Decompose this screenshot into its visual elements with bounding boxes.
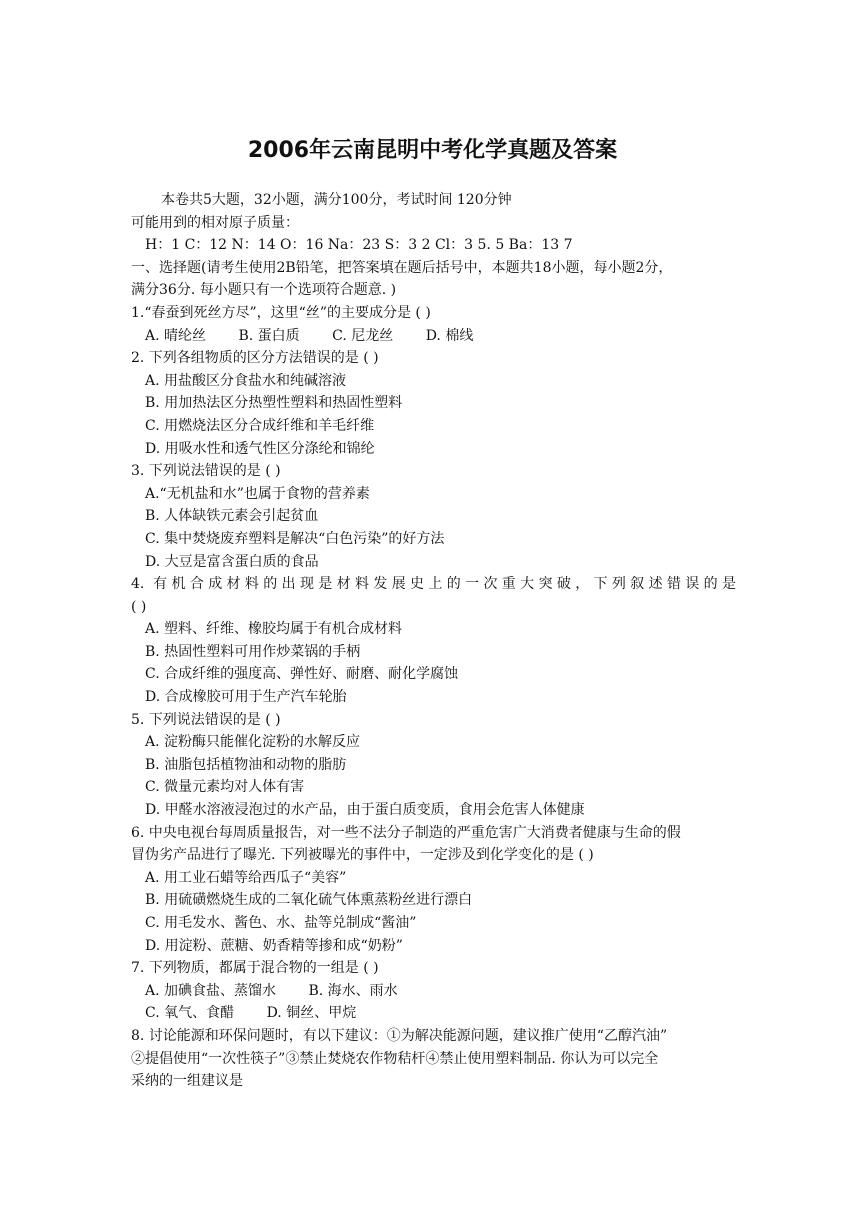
question-3-option-d: D. 大豆是富含蛋白质的食品 bbox=[145, 553, 319, 570]
question-6-stem-line-2: 冒伪劣产品进行了曝光. 下列被曝光的事件中，一定涉及到化学变化的是 ( ) bbox=[131, 847, 594, 864]
question-8-stem-line-1: 8. 讨论能源和环保问题时，有以下建议：①为解决能源问题，建议推广使用“乙醇汽油” bbox=[131, 1027, 668, 1044]
question-1-option-a: A. 晴纶丝 bbox=[145, 327, 207, 344]
question-4-stem-line-1: 4. 有机合成材料的出现是材料发展史上的一次重大突破，下列叙述错误的是 bbox=[131, 576, 736, 593]
question-2-option-d: D. 用吸水性和透气性区分涤纶和锦纶 bbox=[145, 440, 375, 457]
question-7-options-row-2 bbox=[131, 1002, 736, 1025]
question-3-stem: 3. 下列说法错误的是 ( ) bbox=[131, 463, 281, 480]
question-4-option-a: A. 塑料、纤维、橡胶均属于有机合成材料 bbox=[145, 621, 403, 638]
exam-intro: 本卷共5大题，32小题，满分100分，考试时间 120分钟 bbox=[161, 192, 512, 208]
question-8-stem-line-3: 采纳的一组建议是 bbox=[131, 1073, 243, 1090]
question-3-option-a: A.“无机盐和水”也属于食物的营养素 bbox=[145, 485, 370, 502]
question-7-options-row-1 bbox=[131, 980, 736, 1003]
document-body bbox=[131, 189, 736, 1093]
question-7-option-a: A. 加碘食盐、蒸馏水 bbox=[145, 982, 277, 999]
question-5-option-d: D. 甲醛水溶液浸泡过的水产品，由于蛋白质变质，食用会危害人体健康 bbox=[145, 802, 585, 819]
atomic-mass-values: H：1 C：12 N：14 O：16 Na：23 S：3 2 Cl：3 5. 5 Ba：13 7 bbox=[145, 237, 573, 254]
atomic-mass-label: 可能用到的相对原子质量： bbox=[131, 214, 299, 231]
question-7-stem: 7. 下列物质，都属于混合物的一组是 ( ) bbox=[131, 960, 379, 977]
question-4-option-c: C. 合成纤维的强度高、弹性好、耐磨、耐化学腐蚀 bbox=[145, 666, 459, 683]
question-2-option-a: A. 用盐酸区分食盐水和纯碱溶液 bbox=[145, 372, 347, 389]
question-6-option-d: D. 用淀粉、蔗糖、奶香精等掺和成“奶粉” bbox=[145, 937, 403, 954]
question-6-option-c: C. 用毛发水、酱色、水、盐等兑制成“酱油” bbox=[145, 915, 417, 931]
question-1-option-c: C. 尼龙丝 bbox=[332, 327, 394, 344]
question-2-option-b: B. 用加热法区分热塑性塑料和热固性塑料 bbox=[145, 395, 403, 412]
question-3-option-b: B. 人体缺铁元素会引起贫血 bbox=[145, 508, 319, 525]
question-2-stem: 2. 下列各组物质的区分方法错误的是 ( ) bbox=[131, 350, 379, 367]
question-6-option-a: A. 用工业石蜡等给西瓜子“美容” bbox=[145, 869, 347, 886]
question-7-option-d: D. 铜丝、甲烷 bbox=[266, 1005, 357, 1022]
question-5-stem: 5. 下列说法错误的是 ( ) bbox=[131, 711, 281, 728]
question-8-stem-line-2: ②提倡使用“一次性筷子”③禁止焚烧农作物秸杆④禁止使用塑料制品. 你认为可以完全 bbox=[131, 1050, 659, 1067]
question-1-option-b: B. 蛋白质 bbox=[238, 327, 300, 344]
question-4-option-d: D. 合成橡胶可用于生产汽车轮胎 bbox=[145, 689, 347, 706]
question-4-option-b: B. 热固性塑料可用作炒菜锅的手柄 bbox=[145, 643, 361, 660]
question-4-stem-line-2: ( ) bbox=[131, 598, 147, 615]
question-1-options bbox=[131, 325, 736, 348]
section-heading-line-1: 一、选择题(请考生使用2B铅笔，把答案填在题后括号中，本题共18小题，每小题2分， bbox=[131, 259, 673, 276]
document-title: 2006年云南昆明中考化学真题及答案 bbox=[247, 138, 618, 163]
question-5-option-c: C. 微量元素均对人体有害 bbox=[145, 779, 305, 796]
question-6-option-b: B. 用硫磺燃烧生成的二氧化硫气体熏蒸粉丝进行漂白 bbox=[145, 892, 473, 909]
question-7-option-b: B. 海水、雨水 bbox=[308, 982, 398, 999]
question-5-option-b: B. 油脂包括植物油和动物的脂肪 bbox=[145, 756, 347, 773]
question-2-option-c: C. 用燃烧法区分合成纤维和羊毛纤维 bbox=[145, 417, 375, 434]
section-heading-line-2: 满分36分. 每小题只有一个选项符合题意. ) bbox=[131, 282, 397, 299]
question-1-option-d: D. 棉线 bbox=[425, 327, 474, 344]
question-3-option-c: C. 集中焚烧废弃塑料是解决“白色污染”的好方法 bbox=[145, 530, 445, 547]
question-5-option-a: A. 淀粉酶只能催化淀粉的水解反应 bbox=[145, 734, 361, 751]
question-6-stem-line-1: 6. 中央电视台每周质量报告，对一些不法分子制造的严重危害广大消费者健康与生命的假 bbox=[131, 824, 681, 841]
question-7-option-c: C. 氧气、食醋 bbox=[145, 1005, 235, 1022]
question-1-stem: 1.“春蚕到死丝方尽”，这里“丝”的主要成分是 ( ) bbox=[131, 304, 431, 321]
